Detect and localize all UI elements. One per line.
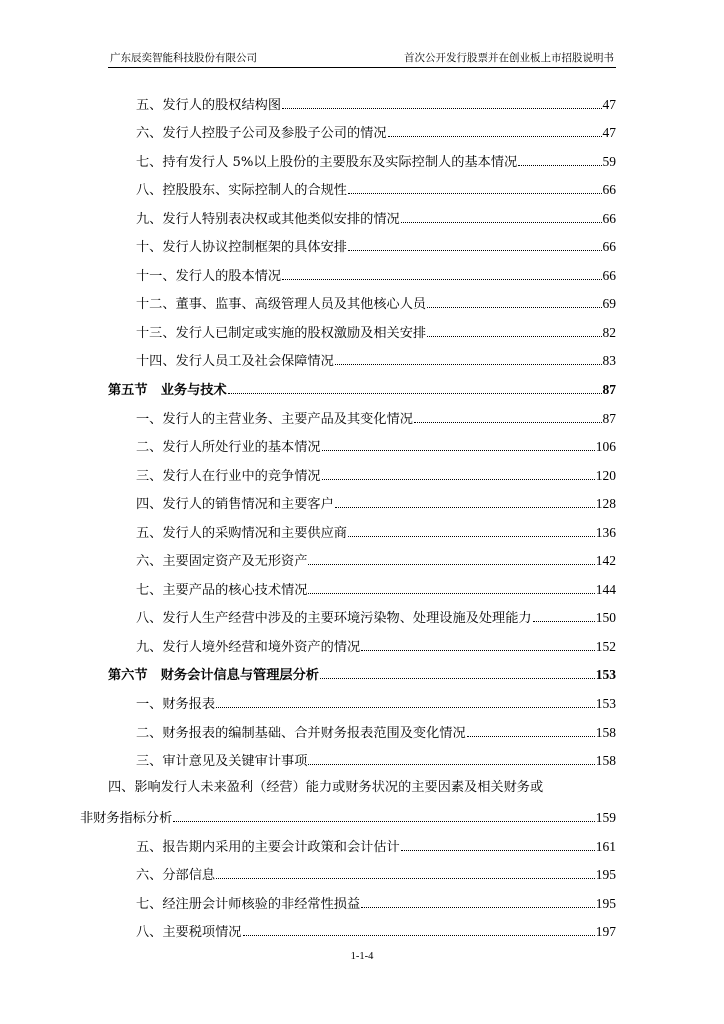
- toc-entry-title: 五、报告期内采用的主要会计政策和会计估计: [136, 839, 400, 855]
- dot-leader: [320, 678, 595, 679]
- toc-entry-title: 一、财务报表: [136, 697, 216, 713]
- toc-entry-title: 第五节 业务与技术: [108, 383, 227, 399]
- toc-entry[interactable]: [108, 683, 616, 712]
- toc-entry-page: 136: [595, 524, 616, 540]
- toc-entry[interactable]: [108, 855, 616, 884]
- dot-leader: [335, 507, 595, 508]
- page-header: [108, 48, 616, 68]
- toc-entry-title: 八、发行人生产经营中涉及的主要环境污染物、处理设施及处理能力: [136, 611, 532, 627]
- toc-entry-page: 144: [595, 581, 616, 597]
- toc-entry-page: 152: [595, 638, 616, 654]
- toc-entry[interactable]: [108, 84, 616, 113]
- toc-entry-title: 十一、发行人的股本情况: [136, 268, 282, 284]
- toc-entry-title: 三、审计意见及关键审计事项: [136, 754, 308, 770]
- dot-leader: [173, 821, 594, 822]
- header-rule: [108, 67, 616, 68]
- dot-leader: [414, 422, 602, 423]
- toc-entry-title: 五、发行人的股权结构图: [136, 97, 282, 113]
- toc-entry-title: 十二、董事、监事、高级管理人员及其他核心人员: [136, 297, 427, 313]
- toc-entry-page: 195: [595, 867, 616, 883]
- toc-entry-page: 83: [602, 353, 616, 369]
- toc-entry[interactable]: [108, 312, 616, 341]
- toc-entry-page: 150: [595, 610, 616, 626]
- toc-entry-page: 158: [595, 724, 616, 740]
- toc-entry[interactable]: [108, 113, 616, 142]
- toc-entry-page: 87: [602, 410, 616, 426]
- toc-entry-page: 66: [602, 182, 616, 198]
- toc-entry[interactable]: [108, 826, 616, 855]
- toc-entry-title: 七、主要产品的核心技术情况: [136, 582, 308, 598]
- toc-entry-title: 六、分部信息: [136, 868, 216, 884]
- dot-leader: [308, 764, 594, 765]
- toc-entry-page: 66: [602, 210, 616, 226]
- toc-entry-page: 66: [602, 267, 616, 283]
- toc-entry-page: 142: [595, 553, 616, 569]
- toc-entry-title: 九、发行人境外经营和境外资产的情况: [136, 639, 361, 655]
- dot-leader: [388, 136, 602, 137]
- dot-leader: [361, 650, 595, 651]
- dot-leader: [518, 165, 601, 166]
- toc-section-entry[interactable]: [108, 369, 616, 398]
- toc-entry[interactable]: [108, 741, 616, 770]
- toc-entry[interactable]: [108, 227, 616, 256]
- toc-entry[interactable]: [108, 712, 616, 741]
- toc-entry-title: 七、持有发行人 5%以上股份的主要股东及实际控制人的基本情况: [136, 154, 518, 170]
- toc-entry-title: 二、发行人所处行业的基本情况: [136, 440, 321, 456]
- toc-entry[interactable]: [108, 598, 616, 627]
- dot-leader: [282, 279, 601, 280]
- dot-leader: [216, 878, 595, 879]
- dot-leader: [467, 736, 595, 737]
- toc-entry[interactable]: [108, 455, 616, 484]
- toc-entry-page: 153: [595, 667, 616, 683]
- toc-entry[interactable]: [108, 484, 616, 513]
- toc-entry[interactable]: [108, 341, 616, 370]
- toc-entry-page: 120: [595, 467, 616, 483]
- toc-entry[interactable]: [108, 626, 616, 655]
- toc-entry-page: 106: [595, 439, 616, 455]
- toc-entry-page: 197: [595, 924, 616, 940]
- header-document-title: 首次公开发行股票并在创业板上市招股说明书: [404, 52, 614, 64]
- dot-leader: [401, 222, 602, 223]
- dot-leader: [427, 336, 601, 337]
- dot-leader: [216, 707, 595, 708]
- dot-leader: [243, 935, 595, 936]
- dot-leader: [308, 564, 594, 565]
- dot-leader: [282, 108, 601, 109]
- toc-entry-page: 161: [595, 838, 616, 854]
- toc-entry[interactable]: [108, 427, 616, 456]
- toc-entry[interactable]: [108, 170, 616, 199]
- toc-entry-page: 195: [595, 895, 616, 911]
- dot-leader: [228, 393, 602, 394]
- toc-entry-title: 四、发行人的销售情况和主要客户: [136, 497, 334, 513]
- toc-entry[interactable]: [108, 398, 616, 427]
- toc-entry-title: 二、财务报表的编制基础、合并财务报表范围及变化情况: [136, 725, 466, 741]
- toc-entry-title: 七、经注册会计师核验的非经常性损益: [136, 896, 361, 912]
- dot-leader: [322, 450, 595, 451]
- toc-entry[interactable]: [108, 883, 616, 912]
- header-company: 广东辰奕智能科技股份有限公司: [110, 52, 257, 64]
- toc-entry-page: 128: [595, 496, 616, 512]
- toc-entry-page: 66: [602, 239, 616, 255]
- toc-entry-title: 八、控股股东、实际控制人的合规性: [136, 183, 347, 199]
- dot-leader: [361, 907, 595, 908]
- dot-leader: [335, 364, 602, 365]
- dot-leader: [308, 593, 594, 594]
- toc-entry-title: 十三、发行人已制定或实施的股权激励及相关安排: [136, 325, 427, 341]
- toc-entry[interactable]: [108, 541, 616, 570]
- toc-entry[interactable]: [108, 141, 616, 170]
- dot-leader: [401, 850, 595, 851]
- dot-leader: [427, 307, 601, 308]
- toc-entry-title: 六、发行人控股子公司及参股子公司的情况: [136, 126, 387, 142]
- toc-entry-page: 159: [595, 810, 616, 826]
- toc-entry-title: 第六节 财务会计信息与管理层分析: [108, 668, 319, 684]
- toc-entry-title: 一、发行人的主营业务、主要产品及其变化情况: [136, 411, 413, 427]
- toc-entry-title: 十、发行人协议控制框架的具体安排: [136, 240, 347, 256]
- toc-entry-page: 158: [595, 753, 616, 769]
- toc-entry-page: 82: [602, 324, 616, 340]
- toc-entry-page: 153: [595, 696, 616, 712]
- toc-entry-title: 三、发行人在行业中的竞争情况: [136, 468, 321, 484]
- toc-entry-page: 47: [602, 125, 616, 141]
- toc-entry[interactable]: [108, 912, 616, 941]
- dot-leader: [533, 621, 595, 622]
- toc-section-entry[interactable]: [108, 655, 616, 684]
- toc-entry-page: 47: [602, 96, 616, 112]
- page-number: 1-1-4: [350, 951, 374, 962]
- table-of-contents: [80, 84, 616, 941]
- toc-entry[interactable]: [108, 284, 616, 313]
- toc-entry-page: 87: [602, 382, 616, 398]
- toc-entry[interactable]: [108, 512, 616, 541]
- toc-entry-title: 五、发行人的采购情况和主要供应商: [136, 525, 347, 541]
- dot-leader: [348, 250, 602, 251]
- toc-entry-title: 四、影响发行人未来盈利（经营）能力或财务状况的主要因素及相关财务或: [108, 780, 544, 796]
- dot-leader: [322, 479, 595, 480]
- toc-entry-page: 59: [602, 153, 616, 169]
- dot-leader: [348, 193, 602, 194]
- dot-leader: [348, 536, 595, 537]
- toc-entry-title: 八、主要税项情况: [136, 925, 242, 941]
- toc-entry[interactable]: [108, 255, 616, 284]
- toc-entry[interactable]: [108, 198, 616, 227]
- toc-entry-title-continued: 非财务指标分析: [80, 811, 173, 827]
- toc-entry-title: 十四、发行人员工及社会保障情况: [136, 354, 334, 370]
- toc-entry[interactable]: [80, 769, 616, 826]
- toc-entry-title: 九、发行人特别表决权或其他类似安排的情况: [136, 211, 400, 227]
- toc-entry-page: 69: [602, 296, 616, 312]
- toc-entry[interactable]: [108, 569, 616, 598]
- toc-entry-title: 六、主要固定资产及无形资产: [136, 554, 308, 570]
